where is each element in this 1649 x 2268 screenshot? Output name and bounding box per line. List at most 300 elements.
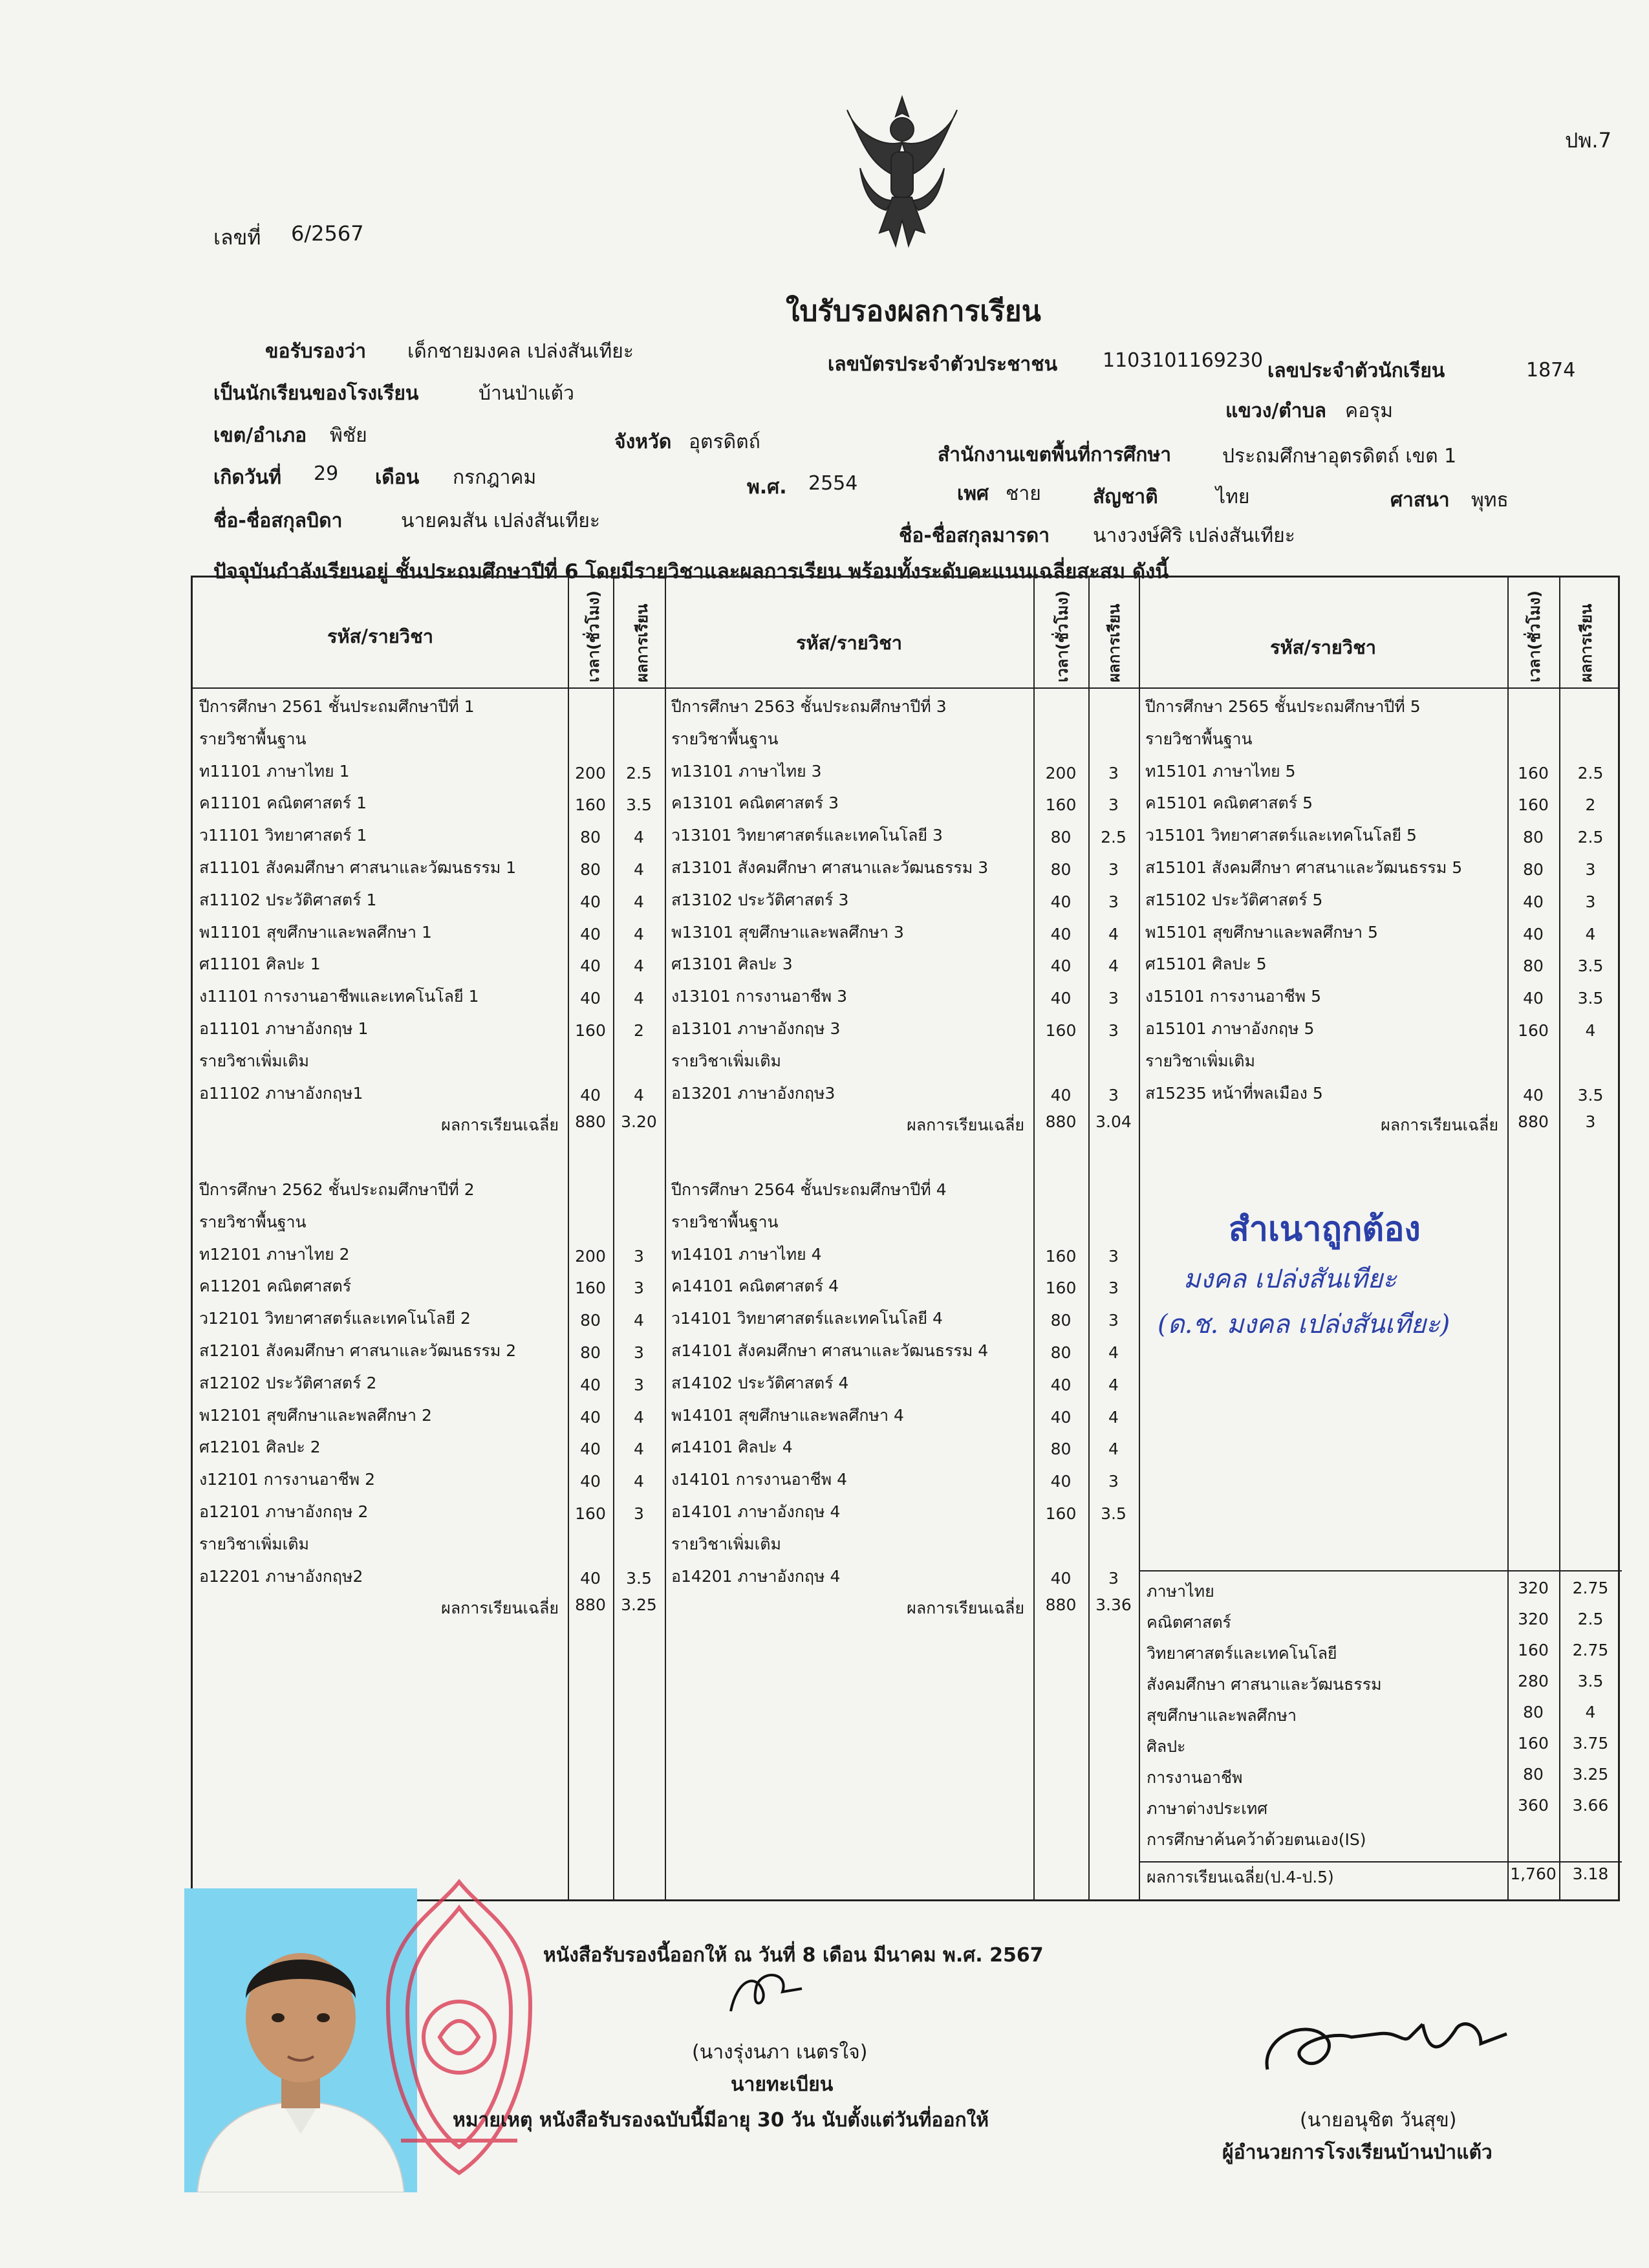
average-row	[665, 1595, 1139, 1628]
header-grade-1: ผลการเรียน	[633, 603, 651, 682]
subject-grade: 3	[634, 1279, 644, 1298]
subject-hours: 200	[575, 763, 606, 783]
subject-hours: 160	[575, 1504, 606, 1523]
subject-hours: 40	[1050, 1085, 1072, 1105]
subject-hours: 80	[580, 860, 601, 879]
subject-name: พ14101 สุขศึกษาและพลศึกษา 4	[671, 1405, 904, 1425]
summary-subject: สุขศึกษาและพลศึกษา	[1147, 1706, 1297, 1725]
subject-hours: 160	[575, 795, 606, 815]
subject-row	[665, 1145, 1139, 1177]
father-label: ชื่อ-ชื่อสกุลบิดา	[213, 510, 343, 532]
summary-grade: 2.75	[1572, 1641, 1609, 1659]
summary-hours: 80	[1523, 1765, 1544, 1784]
subject-grade: 2.5	[1101, 828, 1126, 847]
subject-name: ค15101 คณิตศาสตร์ 5	[1145, 794, 1313, 813]
subject-grade: 4	[1108, 1375, 1119, 1394]
subject-grade: 4	[634, 1311, 644, 1330]
subject-hours: 160	[1045, 795, 1077, 815]
summary-grade: 3.25	[1572, 1765, 1609, 1784]
subject-name: อ12101 ภาษาอังกฤษ 2	[199, 1502, 369, 1521]
subject-grade: 4	[1108, 1343, 1119, 1362]
subject-row	[1139, 1081, 1622, 1113]
subject-row	[193, 1467, 665, 1499]
summary-subject: สังคมศึกษา ศาสนาและวัฒนธรรม	[1147, 1675, 1382, 1694]
subdistrict: คอรุม	[1345, 400, 1393, 422]
subject-hours: 160	[1045, 1504, 1077, 1523]
year-column-2	[665, 687, 1139, 1897]
student-no-label: เลขประจำตัวนักเรียน	[1267, 360, 1445, 382]
subject-grade: 4	[634, 1407, 644, 1427]
registrar-title: นายทะเบียน	[731, 2073, 834, 2096]
subject-hours: 80	[580, 828, 601, 847]
average-row	[1139, 1112, 1622, 1145]
summary-hours: 360	[1518, 1796, 1549, 1815]
subject-hours: 200	[1045, 763, 1077, 783]
subject-name: พ13101 สุขศึกษาและพลศึกษา 3	[671, 922, 904, 942]
subject-row	[193, 887, 665, 920]
subject-grade: 3.36	[1095, 1595, 1132, 1615]
subject-row	[193, 1273, 665, 1306]
subject-grade: 3.5	[1577, 989, 1604, 1008]
subject-grade: 3	[1585, 860, 1596, 879]
summary-subject: ภาษาไทย	[1147, 1582, 1214, 1601]
subject-name: ปีการศึกษา 2561 ชั้นประถมศึกษาปีที่ 1	[199, 697, 475, 716]
average-row	[193, 1112, 665, 1145]
summary-grade: 2.5	[1577, 1610, 1604, 1628]
student-name: เด็กชายมงคล เปล่งสันเทียะ	[407, 340, 634, 363]
subject-grade: 3	[634, 1246, 644, 1266]
subject-hours: 880	[575, 1112, 606, 1132]
subject-row	[1139, 887, 1622, 920]
subject-hours: 40	[580, 924, 601, 944]
subject-grade: 4	[1585, 1021, 1596, 1040]
subject-name: ท11101 ภาษาไทย 1	[199, 761, 350, 781]
subject-hours: 160	[1045, 1021, 1077, 1040]
average-label: ผลการเรียนเฉลี่ย	[907, 1116, 1024, 1135]
subject-grade: 3.5	[1101, 1504, 1126, 1523]
subject-row	[665, 1081, 1139, 1113]
registrar-signature	[718, 1966, 815, 2024]
subject-grade: 3	[1108, 1568, 1119, 1588]
subject-name: ส14102 ประวัติศาสตร์ 4	[671, 1373, 849, 1392]
subject-hours: 80	[1523, 828, 1544, 847]
subject-row	[665, 1499, 1139, 1531]
doc-title: ใบรับรองผลการเรียน	[786, 295, 1041, 328]
subject-hours: 80	[1050, 860, 1072, 879]
subject-row	[193, 1499, 665, 1531]
subject-grade: 3	[634, 1343, 644, 1362]
subject-grade: 3	[1108, 795, 1119, 815]
subject-name: ศ12101 ศิลปะ 2	[199, 1438, 321, 1457]
summary-hours: 160	[1518, 1734, 1549, 1753]
office: ประถมศึกษาอุตรดิตถ์ เขต 1	[1222, 445, 1457, 468]
subject-row	[665, 790, 1139, 823]
summary-subject: วิทยาศาสตร์และเทคโนโลยี	[1147, 1644, 1337, 1663]
subject-row	[665, 1048, 1139, 1081]
subject-hours: 880	[1045, 1595, 1077, 1615]
subject-row	[193, 1306, 665, 1338]
subject-hours: 40	[1523, 1085, 1544, 1105]
average-label: ผลการเรียนเฉลี่ย	[441, 1599, 559, 1618]
header-hours-3: เวลา(ชั่วโมง)	[1525, 590, 1544, 682]
subject-hours: 80	[580, 1343, 601, 1362]
school-label: เป็นนักเรียนของโรงเรียน	[213, 382, 419, 405]
subject-name: อ11101 ภาษาอังกฤษ 1	[199, 1019, 369, 1038]
subject-hours: 40	[1050, 892, 1072, 911]
summary-row	[1139, 1641, 1622, 1670]
subject-hours: 880	[575, 1595, 606, 1615]
subject-grade: 3	[1108, 1021, 1119, 1040]
subject-name: อ14201 ภาษาอังกฤษ 4	[671, 1566, 841, 1586]
summary-subject: ศิลปะ	[1147, 1737, 1186, 1756]
subject-hours: 80	[1050, 1311, 1072, 1330]
subject-name: ส11102 ประวัติศาสตร์ 1	[199, 890, 377, 909]
subject-name: รายวิชาเพิ่มเติม	[1145, 1051, 1255, 1070]
summary-hours: 320	[1518, 1579, 1549, 1597]
subject-hours: 40	[580, 989, 601, 1008]
certify-label: ขอรับรองว่า	[265, 340, 367, 363]
summary-total-label: ผลการเรียนเฉลี่ย(ป.4-ป.5)	[1147, 1868, 1334, 1886]
subject-grade: 3	[1108, 1246, 1119, 1266]
province-label: จังหวัด	[614, 431, 672, 453]
subject-hours: 160	[1518, 763, 1549, 783]
subject-row	[665, 1177, 1139, 1209]
subject-name: ส15102 ประวัติศาสตร์ 5	[1145, 890, 1323, 909]
sex: ชาย	[1006, 482, 1041, 505]
subject-row	[193, 790, 665, 823]
subject-name: ท12101 ภาษาไทย 2	[199, 1244, 350, 1264]
subject-name: ศ13101 ศิลปะ 3	[671, 955, 793, 974]
year-label: พ.ศ.	[747, 476, 787, 499]
month-label: เดือน	[375, 466, 420, 489]
summary-grade: 3.75	[1572, 1734, 1609, 1753]
subject-name: ว15101 วิทยาศาสตร์และเทคโนโลยี 5	[1145, 826, 1417, 845]
subject-grade: 2.5	[1577, 828, 1604, 847]
subject-hours: 40	[1523, 892, 1544, 911]
subject-row	[665, 887, 1139, 920]
subject-name: ค13101 คณิตศาสตร์ 3	[671, 794, 839, 813]
subject-row	[1139, 759, 1622, 791]
nationality: ไทย	[1216, 486, 1250, 508]
summary-subject: การงานอาชีพ	[1147, 1768, 1243, 1787]
subject-name: ง11101 การงานอาชีพและเทคโนโลยี 1	[199, 987, 479, 1006]
subject-row	[193, 1145, 665, 1177]
subject-row	[193, 1564, 665, 1596]
summary-row	[1139, 1765, 1622, 1795]
subject-hours: 40	[580, 1375, 601, 1394]
summary-row	[1139, 1672, 1622, 1701]
subject-name: รายวิชาพื้นฐาน	[671, 729, 779, 748]
summary-subject: การศึกษาค้นคว้าด้วยตนเอง(IS)	[1147, 1830, 1366, 1849]
director-title: ผู้อำนวยการโรงเรียนบ้านป่าแต้ว	[1222, 2141, 1493, 2164]
subject-grade: 2	[1585, 795, 1596, 815]
subject-row	[193, 855, 665, 887]
subject-name: ว11101 วิทยาศาสตร์ 1	[199, 826, 367, 845]
subject-grade: 3	[1108, 763, 1119, 783]
subject-row	[1139, 726, 1622, 759]
subject-grade: 3	[1108, 1279, 1119, 1298]
subject-name: รายวิชาเพิ่มเติม	[671, 1051, 781, 1070]
subject-grade: 3	[1108, 1311, 1119, 1330]
subject-name: ศ15101 ศิลปะ 5	[1145, 955, 1267, 974]
subject-name: ว13101 วิทยาศาสตร์และเทคโนโลยี 3	[671, 826, 943, 845]
subject-name: อ12201 ภาษาอังกฤษ2	[199, 1566, 363, 1586]
subject-hours: 80	[1050, 1440, 1072, 1459]
header-subject-1: รหัส/รายวิชา	[327, 625, 434, 647]
nationality-label: สัญชาติ	[1093, 486, 1158, 508]
subject-grade: 4	[1585, 924, 1596, 944]
subject-name: อ15101 ภาษาอังกฤษ 5	[1145, 1019, 1315, 1038]
subject-name: รายวิชาพื้นฐาน	[199, 729, 307, 748]
subject-name: พ11101 สุขศึกษาและพลศึกษา 1	[199, 922, 432, 942]
province: อุตรดิตถ์	[689, 431, 760, 453]
subject-row	[193, 1338, 665, 1370]
subject-grade: 2	[634, 1021, 644, 1040]
average-row	[665, 1112, 1139, 1145]
subject-grade: 2.5	[626, 763, 652, 783]
subject-name: พ12101 สุขศึกษาและพลศึกษา 2	[199, 1405, 432, 1425]
subject-name: ส13102 ประวัติศาสตร์ 3	[671, 890, 849, 909]
subject-name: ค11101 คณิตศาสตร์ 1	[199, 794, 367, 813]
subject-row	[1139, 790, 1622, 823]
summary-total-grade: 3.18	[1572, 1864, 1609, 1883]
subject-grade: 3	[1108, 860, 1119, 879]
subject-name: ศ14101 ศิลปะ 4	[671, 1438, 793, 1457]
director-name: (นายอนุชิต วันสุข)	[1300, 2109, 1457, 2132]
subject-hours: 40	[1050, 1407, 1072, 1427]
handwritten-full-name: (ด.ช. มงคล เปล่งสันเทียะ)	[1158, 1310, 1450, 1339]
subject-row	[665, 920, 1139, 952]
subject-grade: 3	[1585, 892, 1596, 911]
subject-hours: 40	[1523, 924, 1544, 944]
subject-row	[665, 1564, 1139, 1596]
subject-grade: 4	[634, 956, 644, 976]
subject-hours: 40	[1050, 956, 1072, 976]
born-year: 2554	[808, 472, 858, 495]
subject-grade: 2.5	[1577, 763, 1604, 783]
summary-grade: 2.75	[1572, 1579, 1609, 1597]
subject-name: ค14101 คณิตศาสตร์ 4	[671, 1277, 839, 1296]
sex-label: เพศ	[957, 482, 989, 505]
subject-hours: 80	[1050, 1343, 1072, 1362]
subject-name: ส13101 สังคมศึกษา ศาสนาและวัฒนธรรม 3	[671, 858, 989, 877]
id-number: 1103101169230	[1103, 349, 1264, 372]
subject-hours: 80	[580, 1311, 601, 1330]
subject-hours: 40	[580, 1472, 601, 1491]
subject-row	[1139, 823, 1622, 855]
summary-box	[1139, 1573, 1622, 1897]
subject-name: ส12102 ประวัติศาสตร์ 2	[199, 1373, 377, 1392]
subject-hours: 160	[1518, 795, 1549, 815]
summary-row	[1139, 1610, 1622, 1639]
certified-copy-stamp: สำเนาถูกต้อง	[1229, 1210, 1421, 1249]
mother-label: ชื่อ-ชื่อสกุลมารดา	[899, 524, 1050, 547]
subject-grade: 4	[634, 828, 644, 847]
subject-row	[1139, 1016, 1622, 1048]
summary-row	[1139, 1796, 1622, 1826]
subject-grade: 3	[1108, 989, 1119, 1008]
subject-grade: 4	[1108, 1440, 1119, 1459]
subject-row	[193, 1048, 665, 1081]
subject-row	[1139, 951, 1622, 984]
subject-grade: 4	[1108, 924, 1119, 944]
subject-grade: 4	[634, 1440, 644, 1459]
subject-row	[665, 1338, 1139, 1370]
born-day: 29	[314, 462, 339, 485]
subject-hours: 40	[580, 892, 601, 911]
subject-name: ง12101 การงานอาชีพ 2	[199, 1470, 375, 1489]
subject-row	[665, 984, 1139, 1016]
header-grade-3: ผลการเรียน	[1577, 603, 1595, 682]
average-label: ผลการเรียนเฉลี่ย	[907, 1599, 1024, 1618]
subject-row	[193, 726, 665, 759]
subject-name: ว12101 วิทยาศาสตร์และเทคโนโลยี 2	[199, 1309, 471, 1328]
subject-row	[193, 1403, 665, 1435]
subject-row	[193, 1531, 665, 1564]
summary-grade: 3.5	[1577, 1672, 1604, 1690]
header-hours-1: เวลา(ชั่วโมง)	[585, 590, 603, 682]
header-subject-2: รหัส/รายวิชา	[795, 632, 903, 654]
born-label: เกิดวันที่	[213, 466, 282, 489]
subject-grade: 4	[634, 860, 644, 879]
subject-name: อ13201 ภาษาอังกฤษ3	[671, 1083, 835, 1103]
registrar-name: (นางรุ่งนภา เนตรใจ)	[692, 2041, 868, 2064]
subject-row	[1139, 984, 1622, 1016]
subject-row	[193, 759, 665, 791]
summary-grade: 3.66	[1572, 1796, 1609, 1815]
summary-row	[1139, 1734, 1622, 1764]
subject-hours: 40	[580, 1568, 601, 1588]
subject-row	[665, 1467, 1139, 1499]
subject-grade: 3	[1108, 892, 1119, 911]
subject-name: รายวิชาเพิ่มเติม	[199, 1534, 309, 1553]
subject-row	[193, 1081, 665, 1113]
summary-row	[1139, 1827, 1622, 1857]
handwritten-name: มงคล เปล่งสันเทียะ	[1183, 1264, 1397, 1294]
subject-hours: 880	[1518, 1112, 1549, 1132]
header-subject-3: รหัส/รายวิชา	[1269, 636, 1377, 658]
subject-row	[665, 1306, 1139, 1338]
subject-row	[665, 823, 1139, 855]
summary-row	[1139, 1579, 1622, 1608]
summary-hours: 80	[1523, 1703, 1544, 1722]
subject-row	[665, 1403, 1139, 1435]
subject-hours: 80	[1050, 828, 1072, 847]
summary-hours: 320	[1518, 1610, 1549, 1628]
religion-label: ศาสนา	[1390, 489, 1450, 512]
subject-name: อ13101 ภาษาอังกฤษ 3	[671, 1019, 841, 1038]
subject-row	[193, 823, 665, 855]
mother-name: นางวงษ์ศิริ เปล่งสันเทียะ	[1093, 524, 1295, 547]
subject-hours: 40	[1523, 989, 1544, 1008]
subject-grade: 3.5	[626, 1568, 652, 1588]
subject-name: อ14101 ภาษาอังกฤษ 4	[671, 1502, 841, 1521]
subject-grade: 4	[634, 1085, 644, 1105]
religion: พุทธ	[1471, 489, 1509, 512]
subject-name: ง15101 การงานอาชีพ 5	[1145, 987, 1321, 1006]
subject-hours: 40	[580, 956, 601, 976]
subject-name: อ11102 ภาษาอังกฤษ1	[199, 1083, 363, 1103]
subject-name: ส11101 สังคมศึกษา ศาสนาและวัฒนธรรม 1	[199, 858, 517, 877]
subject-hours: 880	[1045, 1112, 1077, 1132]
subject-name: รายวิชาพื้นฐาน	[1145, 729, 1253, 748]
born-month: กรกฎาคม	[453, 466, 537, 489]
subject-grade: 3	[634, 1504, 644, 1523]
summary-total-hours: 1,760	[1510, 1864, 1557, 1883]
summary-row	[1139, 1703, 1622, 1733]
subject-row	[193, 920, 665, 952]
id-label: เลขบัตรประจำตัวประชาชน	[828, 353, 1058, 376]
subject-grade: 4	[634, 892, 644, 911]
subject-grade: 3.20	[621, 1112, 657, 1132]
subject-grade: 3.5	[626, 795, 652, 815]
subject-grade: 3	[1585, 1112, 1596, 1132]
subject-name: ปีการศึกษา 2565 ชั้นประถมศึกษาปีที่ 5	[1145, 697, 1421, 716]
subject-hours: 40	[1050, 989, 1072, 1008]
subject-name: ง13101 การงานอาชีพ 3	[671, 987, 847, 1006]
subject-row	[193, 1242, 665, 1274]
subject-hours: 40	[580, 1407, 601, 1427]
subject-grade: 4	[634, 1472, 644, 1491]
subject-grade: 3	[1108, 1085, 1119, 1105]
subject-row	[665, 855, 1139, 887]
subject-name: ปีการศึกษา 2564 ชั้นประถมศึกษาปีที่ 4	[671, 1180, 947, 1199]
subject-name: ท13101 ภาษาไทย 3	[671, 761, 822, 781]
header-hours-2: เวลา(ชั่วโมง)	[1053, 590, 1072, 682]
subject-row	[665, 1273, 1139, 1306]
subject-hours: 40	[1050, 1472, 1072, 1491]
subject-grade: 3	[1108, 1472, 1119, 1491]
subject-name: รายวิชาเพิ่มเติม	[199, 1051, 309, 1070]
subject-hours: 40	[580, 1085, 601, 1105]
subject-grade: 3	[634, 1375, 644, 1394]
subject-grade: 3.25	[621, 1595, 657, 1615]
subject-name: ศ11101 ศิลปะ 1	[199, 955, 321, 974]
district: พิชัย	[330, 424, 367, 447]
subject-name: ง14101 การงานอาชีพ 4	[671, 1470, 847, 1489]
subject-name: รายวิชาเพิ่มเติม	[671, 1534, 781, 1553]
footer-note: หมายเหตุ หนังสือรับรองฉบับนี้มีอายุ 30 วัน นับตั้งแต่วันที่ออกให้	[453, 2109, 989, 2132]
current-status: ปัจจุบันกำลังเรียนอยู่ ชั้นประถมศึกษาปีที่ 6 โดยมีรายวิชาและผลการเรียน พร้อมทั้งระดับคะแนนเฉลี่ยสะสม ดังนี้	[213, 560, 1169, 583]
subject-row	[1139, 694, 1622, 726]
subject-hours: 40	[1050, 1375, 1072, 1394]
subject-grade: 4	[1108, 1407, 1119, 1427]
subject-name: รายวิชาพื้นฐาน	[199, 1212, 307, 1231]
subject-name: ว14101 วิทยาศาสตร์และเทคโนโลยี 4	[671, 1309, 943, 1328]
subject-name: ส14101 สังคมศึกษา ศาสนาและวัฒนธรรม 4	[671, 1341, 989, 1360]
subject-grade: 3.04	[1095, 1112, 1132, 1132]
subject-row	[193, 951, 665, 984]
summary-total-row	[1139, 1864, 1622, 1894]
subject-row	[665, 1531, 1139, 1564]
subdistrict-label: แขวง/ตำบล	[1225, 400, 1327, 422]
subject-name: ค11201 คณิตศาสตร์	[199, 1277, 352, 1296]
average-label: ผลการเรียนเฉลี่ย	[441, 1116, 559, 1135]
summary-hours: 160	[1518, 1641, 1549, 1659]
subject-hours: 160	[1045, 1246, 1077, 1266]
subject-row	[193, 694, 665, 726]
subject-row	[665, 1370, 1139, 1403]
average-label: ผลการเรียนเฉลี่ย	[1381, 1116, 1498, 1135]
subject-name: ส12101 สังคมศึกษา ศาสนาและวัฒนธรรม 2	[199, 1341, 517, 1360]
subject-row	[1139, 920, 1622, 952]
subject-grade: 4	[634, 989, 644, 1008]
subject-row	[665, 951, 1139, 984]
subject-grade: 4	[1108, 956, 1119, 976]
issued-date: หนังสือรับรองนี้ออกให้ ณ วันที่ 8 เดือน มีนาคม พ.ศ. 2567	[543, 1944, 1044, 1967]
subject-hours: 80	[1523, 956, 1544, 976]
subject-hours: 160	[575, 1279, 606, 1298]
